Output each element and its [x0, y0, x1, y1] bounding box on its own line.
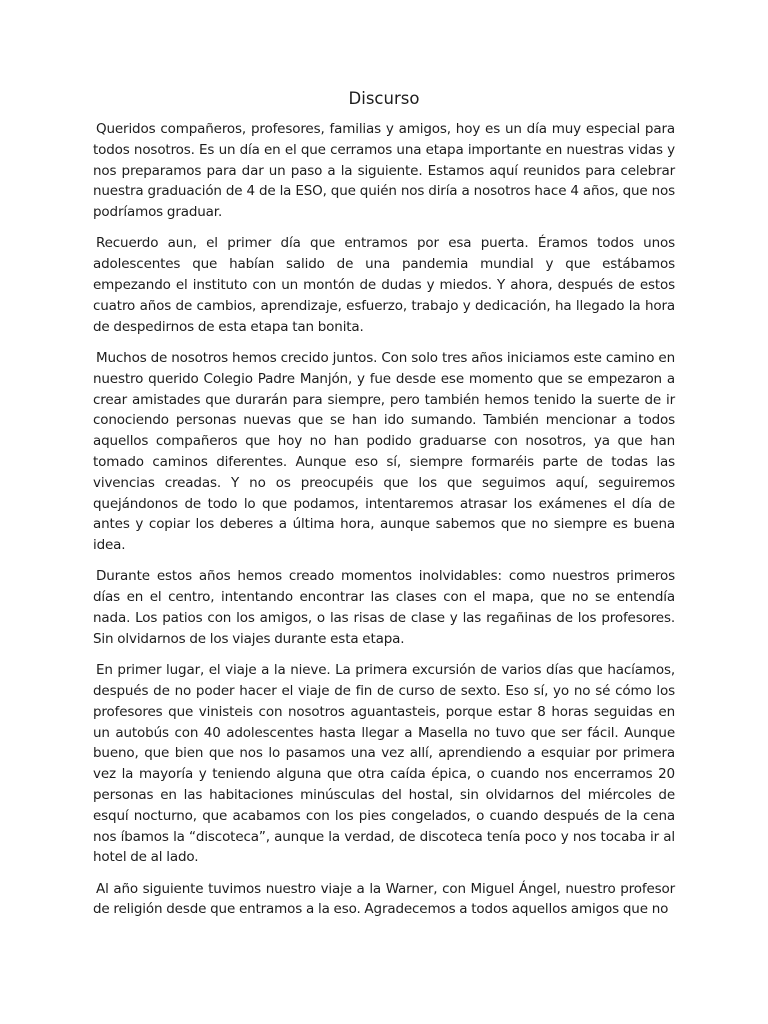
paragraph-6: Al año siguiente tuvimos nuestro viaje a la Warner, con Miguel Ángel, nuestro profesor de religión desde que entramos a la eso. Agradecemos a todos aquellos amigos que no: [93, 880, 675, 918]
paragraph-1: Queridos compañeros, profesores, familias y amigos, hoy es un día muy especial para todos nosotros. Es un día en el que cerramos una etapa importante en nuestras vidas y nos preparamos para dar un paso a la siguiente. Estamos aquí reunidos para celebrar nuestra graduación de 4 de la ESO, que quién nos diría a nosotros hace 4 años, que nos podríamos graduar.: [93, 121, 675, 221]
paragraph-3: Muchos de nosotros hemos crecido juntos. Con solo tres años iniciamos este camino en nuestro querido Colegio Padre Manjón, y fue desde ese momento que se empezaron a crear amistades que durarán para siempre, pero también hemos tenido la suerte de ir conociendo personas nuevas que se han ido sumando. También mencionar a todos aquellos compañeros que hoy no han podido graduarse con nosotros, ya que han tomado caminos diferentes. Aunque eso sí, siempre formaréis parte de todas las vivencias creadas. Y no os preocupéis que los que seguimos aquí, seguiremos quejándonos de todo lo que podamos, intentaremos atrasar los exámenes el día de antes y copiar los deberes a última hora, aunque sabemos que no siempre es buena idea.: [93, 349, 675, 554]
paragraph-4: Durante estos años hemos creado momentos inolvidables: como nuestros primeros días en el centro, intentando encontrar las clases con el mapa, que no se entendía nada. Los patios con los amigos, o las risas de clase y las regañinas de los profesores. Sin olvidarnos de los viajes durante esta etapa.: [93, 568, 675, 647]
document-title: Discurso: [348, 89, 420, 108]
paragraph-2: Recuerdo aun, el primer día que entramos por esa puerta. Éramos todos unos adolescentes que habían salido de una pandemia mundial y que estábamos empezando el instituto con un montón de dudas y miedos. Y ahora, después de estos cuatro años de cambios, aprendizaje, esfuerzo, trabajo y dedicación, ha llegado la hora de despedirnos de esta etapa tan bonita.: [93, 235, 675, 335]
paragraph-5: En primer lugar, el viaje a la nieve. La primera excursión de varios días que hacíamos, después de no poder hacer el viaje de fin de curso de sexto. Eso sí, yo no sé cómo los profesores que vinisteis con nosotros aguantasteis, porque estar 8 horas seguidas en un autobús con 40 adolescentes hasta llegar a Masella no tuvo que ser fácil. Aunque bueno, que bien que nos lo pasamos una vez allí, aprendiendo a esquiar por primera vez la mayoría y teniendo alguna que otra caída épica, o cuando nos encerramos 20 personas en las habitaciones minúsculas del hostal, sin olvidarnos del miércoles de esquí nocturno, que acabamos con los pies congelados, o cuando después de la cena nos íbamos la “discoteca”, aunque la verdad, de discoteca tenía poco y nos tocaba ir al hotel de al lado.: [93, 662, 675, 866]
